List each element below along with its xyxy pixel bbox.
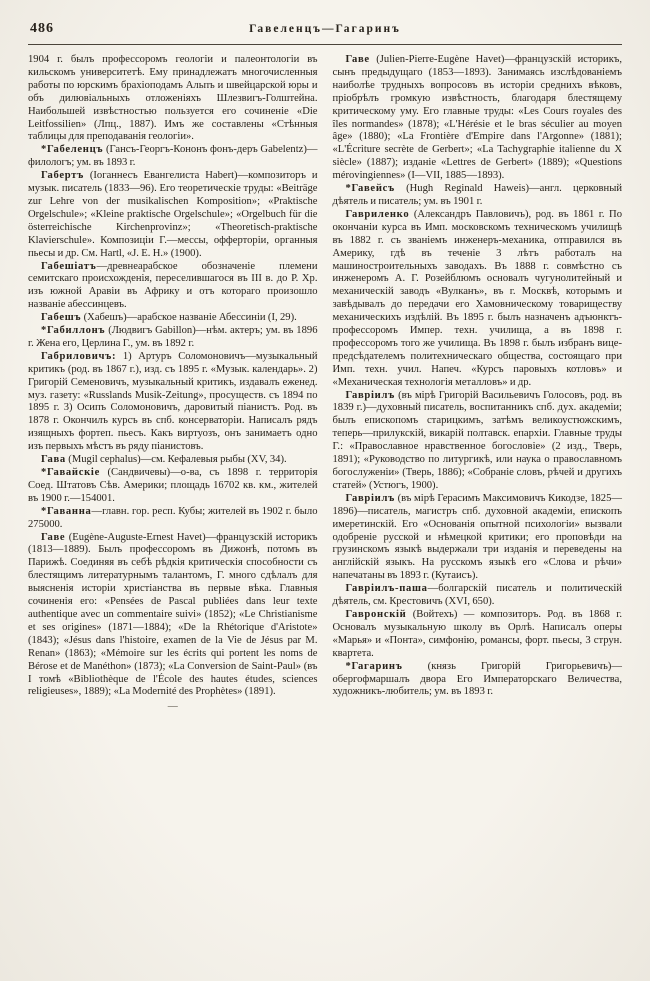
entry-paragraph xyxy=(28,454,318,467)
entry-text: (Войтехъ) — композиторъ. Род. въ 1868 г. Основалъ музыкальную школу въ Орлѣ. Написалъ оперы «Марья» и «Понта», симфонію, романсы, форт. пьесы, 3 струн. квартета. xyxy=(332,608,622,659)
entry-headword: Гавриленко xyxy=(345,208,410,220)
entry-paragraph xyxy=(28,170,318,260)
entry-headword: Габешіатъ xyxy=(41,260,97,272)
header-rule xyxy=(28,44,622,45)
entry-headword: Гава xyxy=(41,454,66,466)
entry-text: 1) Артуръ Соломоновичъ—музыкальный критикъ (род. въ 1867 г.), изд. съ 1895 г. «Музык. календарь». 2) Григорій Семеновичъ, музыкальный критикъ, издавалъ еженед. муз. газету: «Russlands Musik-Zeitung», просуществ. съ 1894 по 1895 г. 3) Осипъ Соломоновичъ, даровитый піанистъ. Род. въ 1878 г. Окончилъ курсъ въ спб. консерваторіи. Написалъ рядъ изящныхъ фортеп. пьесъ. Какъ виртуозъ, онъ занимаетъ одно изъ первыхъ мѣстъ въ ряду піанистовъ. xyxy=(28,350,318,453)
entry-paragraph xyxy=(28,325,318,351)
entry-paragraph xyxy=(28,312,318,325)
entry-text: (Mugil cephalus)—см. Кефалевыя рыбы (XV, 34). xyxy=(65,454,287,466)
entry-text: (Сандвичевы)—о-ва, съ 1898 г. территорія Соед. Штатовъ Сѣв. Америки; площадь 16702 кв. км., жителей въ 1900 г.—154001. xyxy=(28,467,318,504)
entry-headword: Габриловичъ: xyxy=(41,350,117,362)
entry-paragraph xyxy=(28,506,318,532)
entry-text: 1904 г. былъ профессоромъ геологіи и палеонтологіи въ кильскомъ университетѣ. Ему принадлежатъ многочисленныя работы по юрскимъ брахіоподамъ Альпъ и швейцарской юры и объ дилювіальныхъ отложеніяхъ Шлезвигъ-Голштейна. Наибольшей извѣстностью пользуется его сочиненіе «Die Leitfossilien» (Лпц., 1887). Имъ же составлены «Стѣнныя таблицы для преподаванія геологіи». xyxy=(28,54,318,143)
entry-text: (Eugène-Auguste-Ernest Havet)—французскій историкъ (1813—1889). Былъ профессоромъ въ Дижонѣ, потомъ въ Парижѣ. Соединяя въ себѣ рѣдкія критическія способности съ блестящимъ литературнымъ талантомъ, Г. много сдѣлалъ для выясненія исторіи христіанства въ первые вѣка. Главныя сочиненія его: «Pensées de Pascal publiées dans leur texte authentique avec un commentaire suivi» (1852); «Le Christianisme et ses origines» (1871—1884); «De la Rhétorique d'Aristote» (1843); «Jésus dans l'histoire, examen de la Vie de Jésus par M. Renan» (1863); «Mémoire sur les écrits qui portent les noms de Bérose et de Manéthon» (1873); «La Conversion de Saint-Paul» (въ I томѣ «Bibliothèque de l'École des hautes études, sciences religieuses», 1889); «La Modernité des Prophètes» (1891). xyxy=(28,531,318,698)
entry-text: (Гансъ-Георгъ-Кононъ фонъ-деръ Gabelentz)—филологъ; ум. въ 1893 г. xyxy=(28,144,318,169)
entry-paragraph xyxy=(28,144,318,170)
page-header xyxy=(28,20,622,40)
entry-text: (Julien-Pierre-Eugène Havet)—французскій историкъ, сынъ предыдущаго (1853—1893). Занимаясь изслѣдованіемъ наиболѣе трудныхъ вопросовъ въ исторіи среднихъ вѣковъ, пріобрѣлъ громкую извѣстность, благодаря блестящему критическому уму. Его главные труды: «Les Cours royales des îles normandes» (1878); «L'Hérésie et le bras séculier au moyen âge» (1880); «La Frontière d'Empire dans l'Argonne» (1881); «L'Écriture secrète de Gerbert»; «La Tachygraphie italienne du X siècle» (1887); изданіе «Lettres de Gerbert» (1889); «Questions mérovingiennes» (I—VII, 1885—1893). xyxy=(332,54,622,182)
entry-text: (въ мірѣ Григорій Васильевичъ Голосовъ, род. въ 1839 г.)—духовный писатель, воспитанникъ спб. дух. академіи; былъ епископомъ старицкимъ, затѣмъ великоустюжскимъ, теперь—прилукскій, викарій полтавск. епархіи. Главные труды Г.: «Православное нравственное богословіе» (2 изд., Тверь, 1891); «Руководство по литургикѣ, или наука о православномъ богослуженіи» (Тверь, 1886); «Собраніе словъ, рѣчей и другихъ статей» (Устюгъ, 1900). xyxy=(332,389,622,491)
entry-paragraph xyxy=(333,54,623,183)
right-column xyxy=(333,54,623,714)
entry-text: (въ мірѣ Герасимъ Максимовичъ Кикодзе, 1825—1896)—писатель, магистръ спб. духовной академіи, епископъ имеретинскій. Его «Основанія опытной психологіи» вызвали одобреніе русской и нѣмецкой критики; его проповѣди на грузинскомъ языкѣ выдержали три изданія и переведены на англійскій языкъ. На русскомъ языкѣ его «Слова и рѣчи» напечатаны въ 1893 г. (Кутаисъ). xyxy=(332,492,622,582)
page-number: 486 xyxy=(30,21,54,36)
entry-text: (князь Григорій Григорьевичъ)—обергофмаршалъ двора Его Императорскаго Величества, художникъ-любитель; ум. въ 1893 г. xyxy=(332,660,622,698)
entry-paragraph xyxy=(28,351,318,454)
entry-paragraph xyxy=(333,661,623,700)
entry-text: (Хабешъ)—арабское названіе Абессиніи (I, 29). xyxy=(81,312,297,324)
entry-paragraph xyxy=(333,390,623,493)
entry-headword: *Габиллонъ xyxy=(41,325,106,337)
entry-headword: Габертъ xyxy=(41,170,84,182)
entry-headword: *Гавейсъ xyxy=(345,183,395,195)
entry-headword: Гавріилъ-паша xyxy=(345,583,428,595)
entry-text: —главн. гор. респ. Кубы; жителей въ 1902 г. было 275000. xyxy=(28,505,318,530)
entry-headword: *Габеленцъ xyxy=(41,144,104,156)
entry-paragraph xyxy=(333,183,623,209)
text-columns xyxy=(28,54,622,714)
running-head: Гавеленцъ—Гагаринъ xyxy=(249,23,401,35)
entry-text: (Александръ Павловичъ), род. въ 1861 г. По окончаніи курса въ Имп. московскомъ техническомъ училищѣ въ 1882 г. съ званіемъ инженеръ-механика, отправился въ Америку, гдѣ въ теченіе 3 лѣтъ работалъ на машиностроительныхъ заводахъ. Въ 1888 г. совмѣстно съ инженеромъ А. Г. Розейблюмъ основалъ чугунолитейный и механическій заводъ «Вулканъ», въ г. Москвѣ, которымъ и завѣдывалъ до передачи его Хамовническому товариществу механическихъ издѣлій. Въ 1895 г. былъ назначенъ адъюнктъ-профессоромъ Импер. техн. училища, а въ 1898 г. профессоромъ того же училища. Въ 1898 г. былъ избранъ вице-предсѣдателемъ политехническаго общества, состоящаго при Имп. техн. учил. Напеч. «Курсъ паровыхъ котловъ» и «Механическая технологія металловъ» и др. xyxy=(332,208,622,388)
entry-paragraph xyxy=(333,493,623,583)
entry-text: (Людвигъ Gabillon)—нѣм. актеръ; ум. въ 1896 г. Жена его, Церлина Г., ум. въ 1892 г. xyxy=(28,325,318,349)
left-column xyxy=(28,54,318,714)
entry-text: —древнеарабское обозначеніе племени семитскаго происхожденія, переселившагося въ III в. до Р. Хр. изъ южной Аравіи въ Африку и отъ котораго произошло названіе абессинцевъ. xyxy=(28,260,318,311)
entry-paragraph xyxy=(28,54,318,144)
entry-headword: *Гавайскіе xyxy=(41,467,100,478)
signature-mark: — xyxy=(167,701,178,713)
entry-headword: Габешъ xyxy=(41,312,82,324)
entry-text: (Hugh Reginald Haweis)—англ. церковный дѣятель и писатель; ум. въ 1901 г. xyxy=(332,183,622,207)
entry-paragraph xyxy=(333,609,623,661)
entry-headword: Гавріилъ xyxy=(345,492,395,504)
entry-paragraph xyxy=(333,583,623,609)
entry-headword: *Гаванна xyxy=(41,505,92,517)
entry-headword: Гаве xyxy=(41,531,66,543)
entry-headword: Гавронскій xyxy=(345,608,407,620)
entry-paragraph xyxy=(28,467,318,506)
entry-paragraph xyxy=(28,261,318,313)
entry-paragraph xyxy=(28,532,318,700)
entry-headword: *Гагаринъ xyxy=(345,660,403,672)
entry-paragraph xyxy=(333,209,623,390)
entry-headword: Гаве xyxy=(345,54,370,65)
entry-headword: Гавріилъ xyxy=(345,389,395,401)
entry-text: —болгарскій писатель и политическій дѣятель, см. Крестовичъ (XVI, 650). xyxy=(332,583,622,608)
entry-text: (Іоганнесъ Евангелиста Habert)—композиторъ и музык. писатель (1833—96). Его теоретическіе труды: «Beiträge zur Lehre von der musikalischen Komposition»; «Praktische Orgelschule»; «Kleine praktische Orgelschule»; «Orgelbuch für die österreichische Kirchenprovinz»; «Theoretisch-praktische Klavierschule». Композиціи Г.—мессы, офферторіи, органныя пьесы и др. См. Hartl, «J. E. H.» (1900). xyxy=(28,170,318,259)
